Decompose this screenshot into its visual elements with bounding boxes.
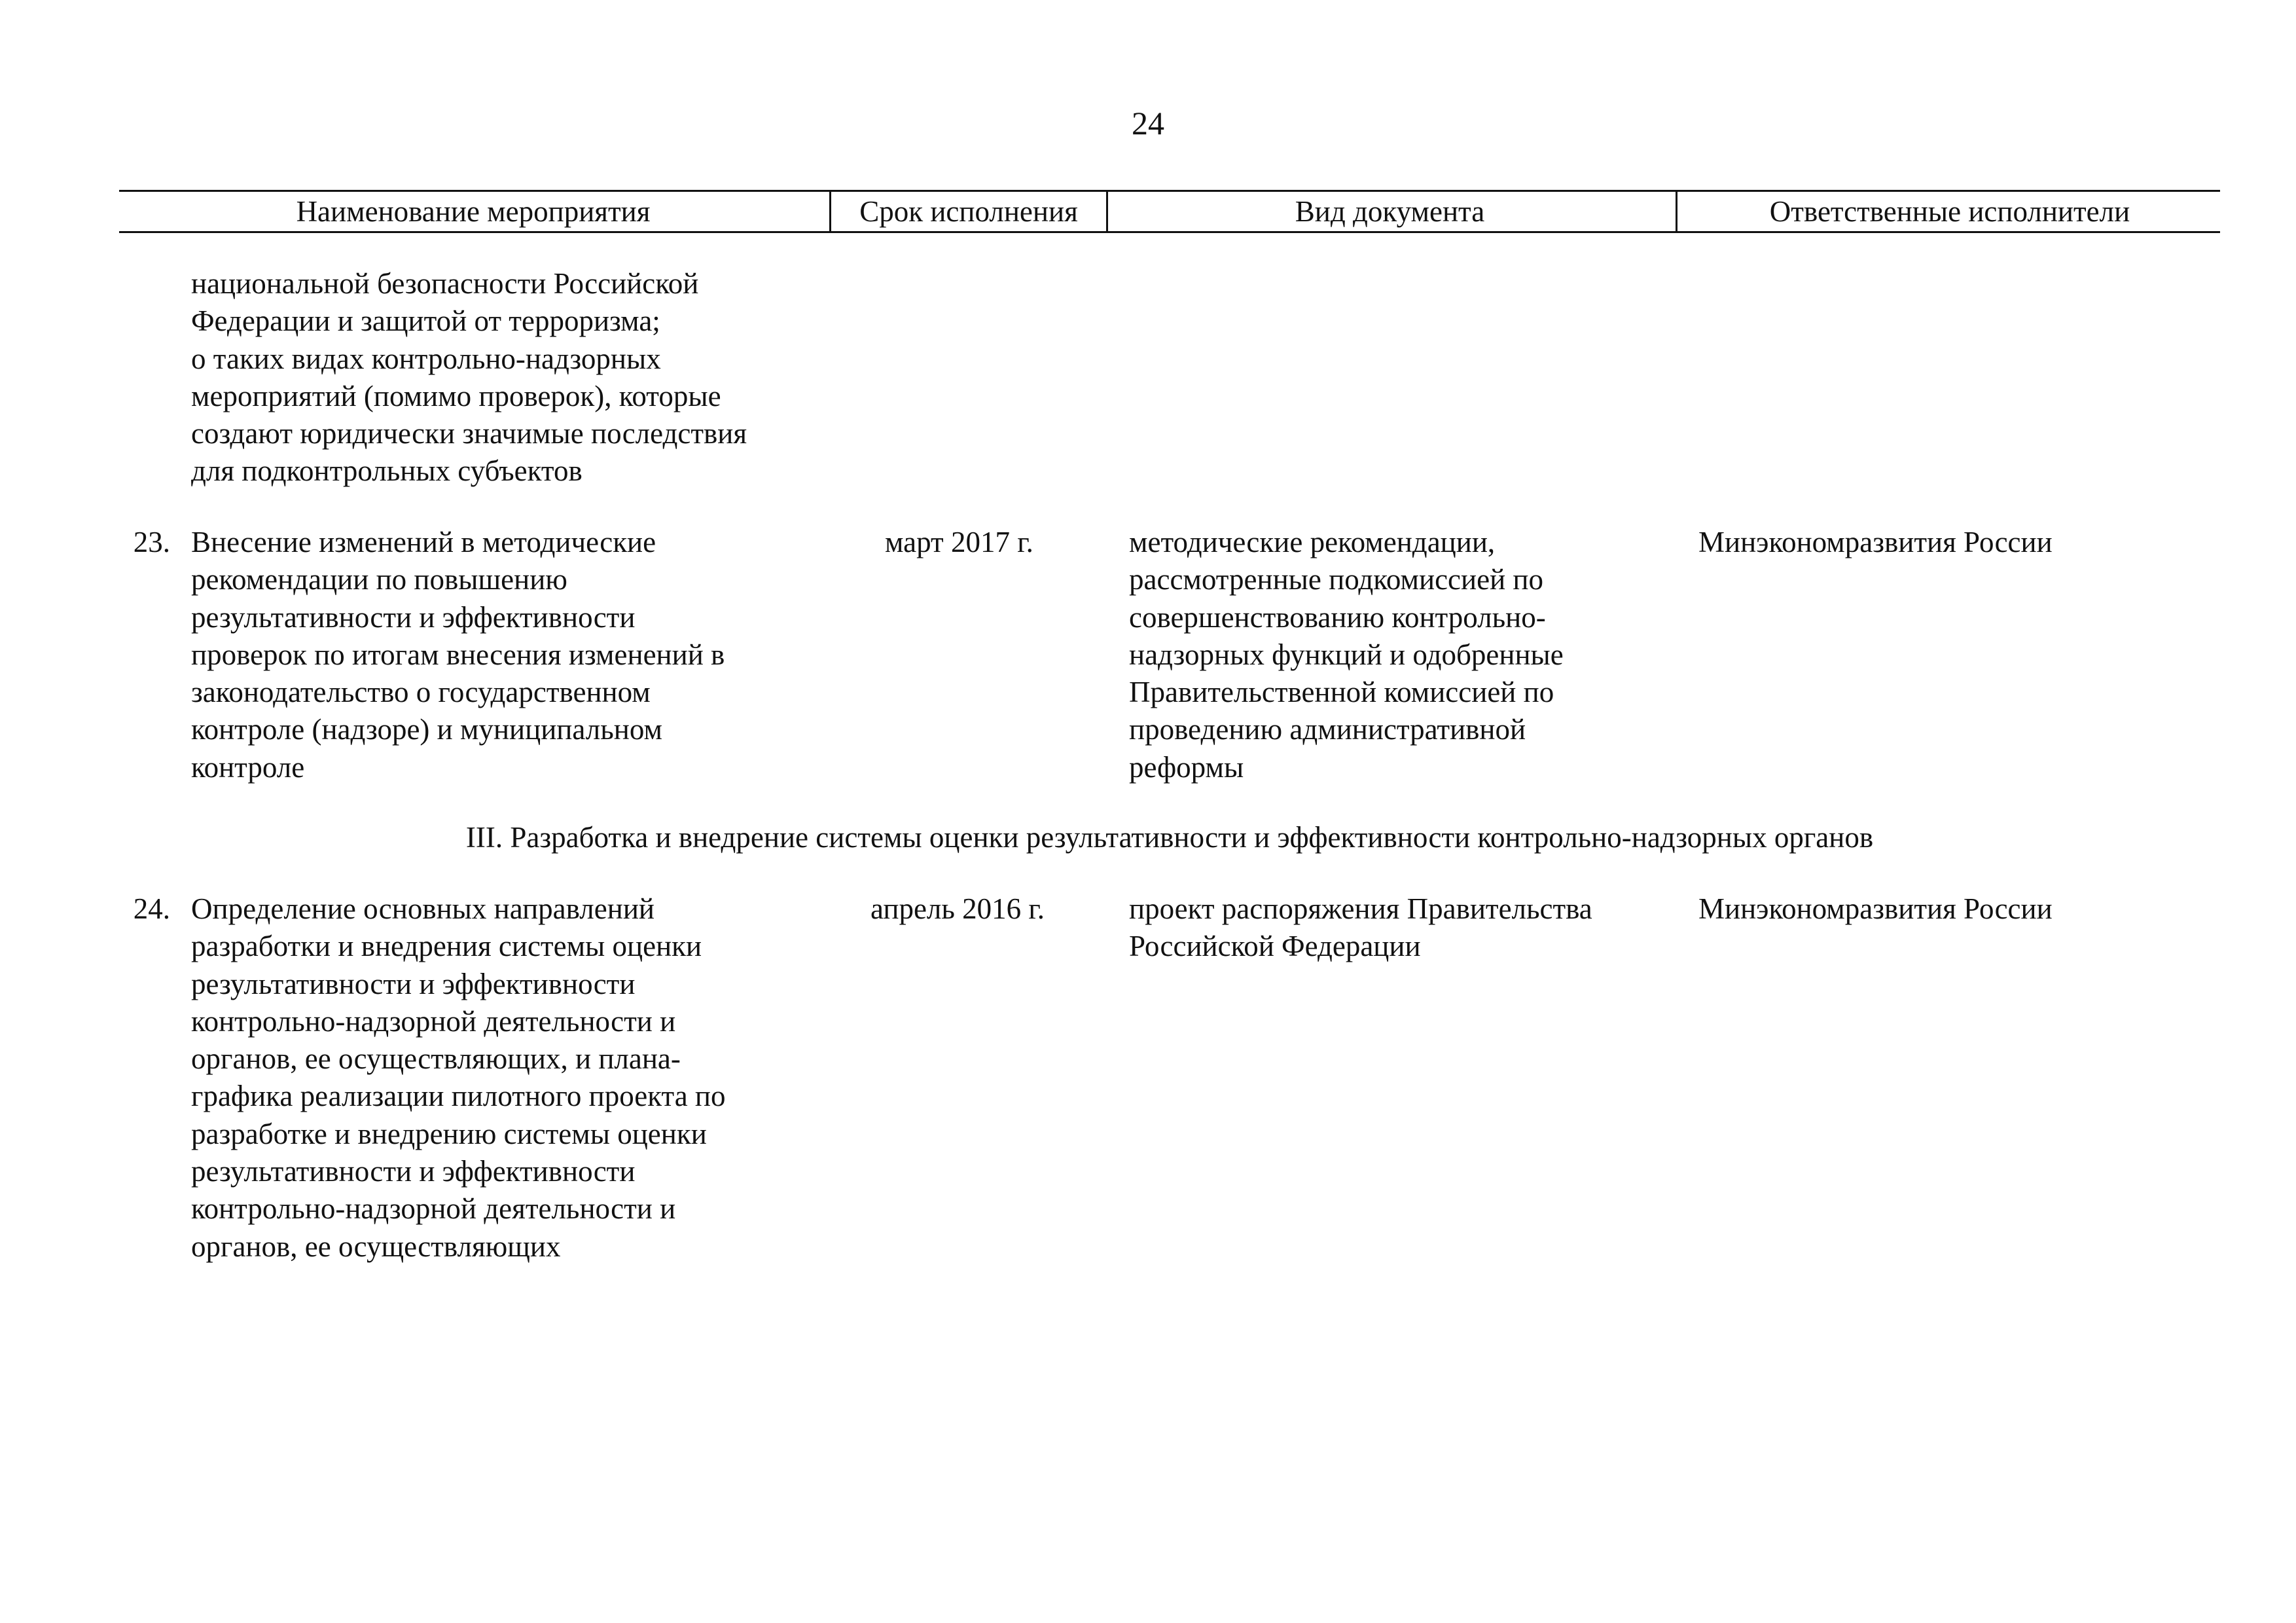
table-header bbox=[119, 190, 2220, 233]
column-header-deadline: Срок исполнения bbox=[829, 192, 1108, 231]
row-document: проект распоряжения Правительства Российской Федерации bbox=[1129, 892, 1592, 963]
row-deadline: апрель 2016 г. bbox=[870, 892, 1045, 925]
row-document: методические рекомендации, рассмотренные подкомиссией по совершенствованию контрольно- надзорных функций и одобренные Правительственной комиссией по проведению административной реформы bbox=[1129, 526, 1564, 784]
row-responsible: Минэкономразвития России bbox=[1698, 526, 2053, 558]
column-header-document: Вид документа bbox=[1295, 195, 1485, 228]
row-name: Определение основных направлений разработки и внедрения системы оценки результативности и эффективности контрольно-надзорной деятельности и органов, ее осуществляющих, и плана- графика реализации пилотного проекта по разработке и внедрению системы оценки результативности и эффективности контрольно-надзорной деятельности и органов, ее осуществляющих bbox=[191, 892, 726, 1263]
column-header-name: Наименование мероприятия bbox=[296, 195, 651, 228]
row-number: 23. bbox=[133, 526, 170, 558]
row-responsible: Минэкономразвития России bbox=[1698, 892, 2053, 925]
continuation-text: национальной безопасности Российской Федерации и защитой от терроризма; о таких видах контрольно-надзорных мероприятий (помимо проверок), которые создают юридически значимые последствия для подконтрольных субъектов bbox=[191, 267, 747, 488]
row-name: Внесение изменений в методические рекомендации по повышению результативности и эффективности проверок по итогам внесения изменений в законодательство о государственном контроле (надзоре) и муниципальном контроле bbox=[191, 526, 725, 784]
page-number: 24 bbox=[1132, 105, 1164, 141]
row-number: 24. bbox=[133, 892, 170, 925]
column-header-responsible: Ответственные исполнители bbox=[1676, 192, 2222, 231]
section-heading: III. Разработка и внедрение системы оценки результативности и эффективности контрольно-надзорных органов bbox=[465, 821, 1874, 854]
row-deadline: март 2017 г. bbox=[885, 526, 1033, 558]
